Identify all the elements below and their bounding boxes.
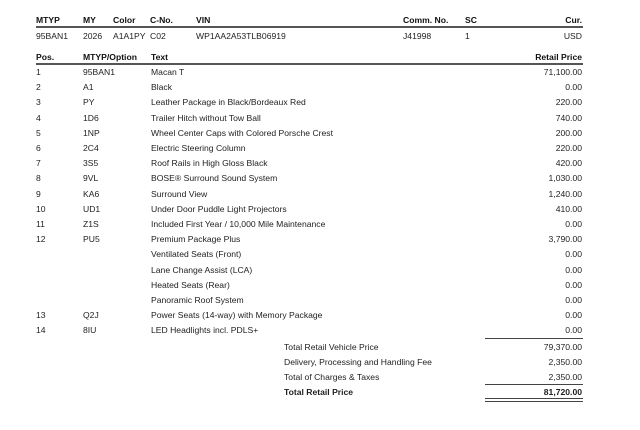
total-label: Delivery, Processing and Handling Fee xyxy=(284,357,432,367)
table-row xyxy=(0,67,640,82)
price-cell: 0.00 xyxy=(565,279,582,290)
price-cell: 0.00 xyxy=(565,249,582,260)
option-text-cell: BOSE® Surround Sound System xyxy=(151,173,278,184)
col-price-header: Retail Price xyxy=(535,52,582,62)
option-text-cell: Under Door Puddle Light Projectors xyxy=(151,203,287,214)
price-cell: 740.00 xyxy=(555,112,582,123)
option-text-cell: Included First Year / 10,000 Mile Maintenance xyxy=(151,219,326,229)
total-label: Total of Charges & Taxes xyxy=(284,372,380,382)
option-code-cell: UD1 xyxy=(83,203,101,214)
option-text-cell: Power Seats (14-way) with Memory Package xyxy=(151,310,323,321)
table-row xyxy=(0,295,640,310)
table-row xyxy=(0,280,640,295)
option-text-cell: Panoramic Roof System xyxy=(151,295,244,305)
option-code-cell: 3S5 xyxy=(83,158,99,169)
sc-value: 1 xyxy=(465,31,470,41)
option-code-cell: 9VL xyxy=(83,173,99,184)
price-cell: 0.00 xyxy=(565,295,582,305)
subtotal-rule xyxy=(485,338,583,339)
pos-cell: 6 xyxy=(36,143,41,153)
option-text-cell: Black xyxy=(151,82,173,93)
pos-cell: 7 xyxy=(36,158,41,169)
option-text-cell: Macan T xyxy=(151,67,185,77)
pos-cell: 2 xyxy=(36,82,41,93)
col-commno-header: Comm. No. xyxy=(403,15,449,25)
pos-cell: 12 xyxy=(36,234,46,245)
commno-value: J41998 xyxy=(403,31,432,41)
table-row xyxy=(0,97,640,112)
table-row xyxy=(0,82,640,97)
table-row xyxy=(0,219,640,234)
option-text-cell: Trailer Hitch without Tow Ball xyxy=(151,112,261,123)
total-row-delivery-fee xyxy=(0,357,640,372)
total-value: 2,350.00 xyxy=(548,372,582,382)
option-code-cell: A1 xyxy=(83,82,94,93)
table-row xyxy=(0,143,640,158)
price-cell: 3,790.00 xyxy=(548,234,582,245)
price-cell: 1,030.00 xyxy=(548,173,582,184)
option-text-cell: Lane Change Assist (LCA) xyxy=(151,264,253,275)
cno-value: C02 xyxy=(150,31,166,41)
cur-value: USD xyxy=(563,31,582,41)
col-text-header: Text xyxy=(151,52,169,62)
price-cell: 0.00 xyxy=(565,82,582,93)
option-text-cell: LED Headlights incl. PDLS+ xyxy=(151,325,259,336)
total-value: 79,370.00 xyxy=(543,342,582,352)
option-text-cell: Leather Package in Black/Bordeaux Red xyxy=(151,97,306,108)
table-row xyxy=(0,265,640,280)
option-text-cell: Roof Rails in High Gloss Black xyxy=(151,158,268,169)
table-row xyxy=(0,310,640,325)
table-row xyxy=(0,158,640,173)
option-code-cell: PY xyxy=(83,97,95,108)
table-row xyxy=(0,128,640,143)
option-text-cell: Surround View xyxy=(151,188,208,199)
price-cell: 0.00 xyxy=(565,264,582,275)
pos-cell: 13 xyxy=(36,310,46,321)
total-value: 2,350.00 xyxy=(548,357,582,367)
col-mtyp-header: MTYP xyxy=(36,15,60,25)
pos-cell: 1 xyxy=(36,67,41,77)
price-cell: 420.00 xyxy=(555,158,582,169)
pos-cell: 4 xyxy=(36,112,41,123)
charges-rule xyxy=(485,384,583,385)
option-text-cell: Electric Steering Column xyxy=(151,143,246,153)
pos-cell: 3 xyxy=(36,97,41,108)
option-text-cell: Wheel Center Caps with Colored Porsche Crest xyxy=(151,127,333,138)
option-code-cell: 1NP xyxy=(83,127,100,138)
color-value: A1A1PY xyxy=(113,31,146,41)
col-sc-header: SC xyxy=(465,15,477,25)
option-code-cell: PU5 xyxy=(83,234,100,245)
table-row xyxy=(0,249,640,264)
table-row xyxy=(0,189,640,204)
option-code-cell: 8IU xyxy=(83,325,97,336)
option-text-cell: Premium Package Plus xyxy=(151,234,241,245)
table-row xyxy=(0,234,640,249)
col-color-header: Color xyxy=(113,15,136,25)
my-value: 2026 xyxy=(83,31,103,41)
pos-cell: 14 xyxy=(36,325,46,336)
option-text-cell: Ventilated Seats (Front) xyxy=(151,249,242,260)
option-code-cell: Q2J xyxy=(83,310,99,321)
table-row xyxy=(0,113,640,128)
table-row xyxy=(0,173,640,188)
pos-cell: 9 xyxy=(36,188,41,199)
pos-cell: 8 xyxy=(36,173,41,184)
grand-total-rule-1 xyxy=(485,398,583,399)
col-option-header: MTYP/Option xyxy=(83,52,137,62)
option-code-cell: KA6 xyxy=(83,188,100,199)
pos-cell: 11 xyxy=(36,219,45,229)
option-code-cell: 1D6 xyxy=(83,112,99,123)
price-cell: 0.00 xyxy=(565,325,582,336)
table-header-rule xyxy=(36,63,583,65)
option-text-cell: Heated Seats (Rear) xyxy=(151,279,230,290)
col-cno-header: C-No. xyxy=(150,15,173,25)
option-code-cell: 2C4 xyxy=(83,143,99,153)
grand-total-rule-2 xyxy=(485,401,583,402)
price-cell: 220.00 xyxy=(555,143,582,153)
vin-value: WP1AA2A53TLB06919 xyxy=(196,31,286,41)
col-my-header: MY xyxy=(83,15,96,25)
total-row-vehicle-price xyxy=(0,342,640,357)
pos-cell: 10 xyxy=(36,203,46,214)
col-cur-header: Cur. xyxy=(565,15,582,25)
price-cell: 0.00 xyxy=(565,219,582,229)
option-code-cell: 95BAN1 xyxy=(83,67,116,77)
price-cell: 1,240.00 xyxy=(548,188,582,199)
col-vin-header: VIN xyxy=(196,15,211,25)
price-cell: 200.00 xyxy=(555,127,582,138)
header-rule xyxy=(36,26,583,28)
pos-cell: 5 xyxy=(36,127,41,138)
price-cell: 0.00 xyxy=(565,310,582,321)
option-code-cell: Z1S xyxy=(83,219,99,229)
grand-total-label: Total Retail Price xyxy=(284,387,354,397)
price-cell: 71,100.00 xyxy=(543,67,582,77)
price-cell: 410.00 xyxy=(555,203,582,214)
mtyp-value: 95BAN1 xyxy=(36,31,69,41)
price-cell: 220.00 xyxy=(555,97,582,108)
grand-total-value: 81,720.00 xyxy=(543,387,582,397)
col-pos-header: Pos. xyxy=(36,52,55,62)
table-row xyxy=(0,204,640,219)
total-label: Total Retail Vehicle Price xyxy=(284,342,379,352)
